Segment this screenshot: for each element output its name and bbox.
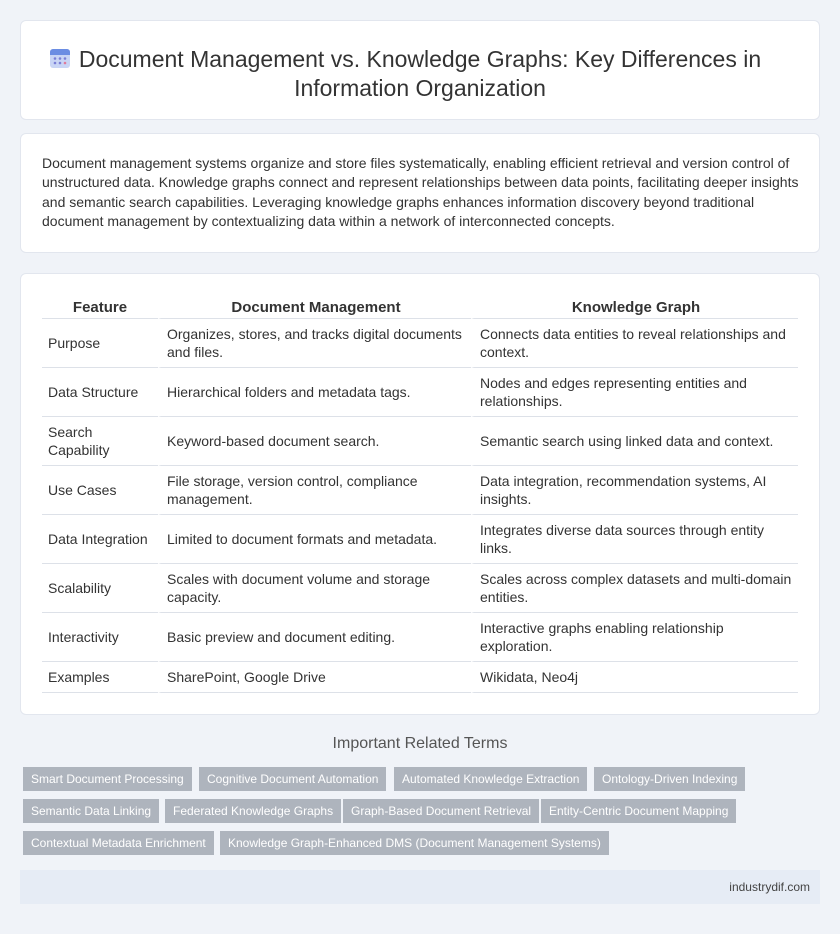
- document-management-cell: Scales with document volume and storage capacity.: [158, 564, 471, 613]
- feature-cell: Examples: [42, 662, 158, 693]
- document-management-cell: Keyword-based document search.: [158, 417, 471, 466]
- related-term-tag[interactable]: Automated Knowledge Extraction: [394, 767, 587, 791]
- comparison-table: [42, 296, 798, 693]
- table-row: [42, 613, 798, 662]
- knowledge-graph-cell: Scales across complex datasets and multi-domain entities.: [471, 564, 798, 613]
- related-terms-title: Important Related Terms: [332, 735, 508, 752]
- footer-site-link[interactable]: industrydif.com: [729, 880, 810, 894]
- knowledge-graph-cell: Data integration, recommendation systems, AI insights.: [471, 466, 798, 515]
- related-term-tag[interactable]: Knowledge Graph-Enhanced DMS (Document Management Systems): [220, 831, 609, 855]
- knowledge-graph-cell: Semantic search using linked data and context.: [471, 417, 798, 466]
- comparison-card: [20, 273, 820, 715]
- feature-cell: Purpose: [42, 319, 158, 368]
- related-term-tag[interactable]: Semantic Data Linking: [23, 799, 159, 823]
- header-knowledge-graph: Knowledge Graph: [471, 296, 798, 319]
- feature-cell: Use Cases: [42, 466, 158, 515]
- title-card: [20, 20, 820, 120]
- related-term-tag[interactable]: Graph-Based Document Retrieval: [343, 799, 539, 823]
- related-term-tag[interactable]: Ontology-Driven Indexing: [594, 767, 745, 791]
- feature-cell: Interactivity: [42, 613, 158, 662]
- table-row: [42, 466, 798, 515]
- page-title: Document Management vs. Knowledge Graphs: Key Differences in Information Organization: [78, 46, 762, 101]
- footer: [20, 870, 820, 904]
- intro-paragraph: Document management systems organize and store files systematically, enabling efficient retrieval and version control of unstructured data. Knowledge graphs connect and represent relationships between data points, facilitating deeper insights and semantic search capabilities. Leveraging knowledge graphs enhances information discovery beyond traditional document management by contextualizing data within a network of interconnected concepts.: [42, 155, 799, 230]
- related-term-tag[interactable]: Smart Document Processing: [23, 767, 192, 791]
- document-management-cell: SharePoint, Google Drive: [158, 662, 471, 693]
- document-management-cell: File storage, version control, compliance management.: [158, 466, 471, 515]
- related-term-tag[interactable]: Entity-Centric Document Mapping: [541, 799, 736, 823]
- table-row: [42, 417, 798, 466]
- related-term-tag[interactable]: Cognitive Document Automation: [199, 767, 386, 791]
- intro-card: [20, 133, 820, 253]
- knowledge-graph-cell: Integrates diverse data sources through entity links.: [471, 515, 798, 564]
- table-row: [42, 319, 798, 368]
- document-management-cell: Basic preview and document editing.: [158, 613, 471, 662]
- document-management-cell: Limited to document formats and metadata.: [158, 515, 471, 564]
- document-management-cell: Organizes, stores, and tracks digital documents and files.: [158, 319, 471, 368]
- knowledge-graph-cell: Nodes and edges representing entities and relationships.: [471, 368, 798, 417]
- feature-cell: Search Capability: [42, 417, 158, 466]
- knowledge-graph-cell: Interactive graphs enabling relationship exploration.: [471, 613, 798, 662]
- table-row: [42, 564, 798, 613]
- table-header-row: [42, 296, 798, 319]
- header-document-management: Document Management: [158, 296, 471, 319]
- header-feature: Feature: [42, 296, 158, 319]
- feature-cell: Data Structure: [42, 368, 158, 417]
- table-row: [42, 515, 798, 564]
- document-management-cell: Hierarchical folders and metadata tags.: [158, 368, 471, 417]
- table-row: [42, 368, 798, 417]
- feature-cell: Data Integration: [42, 515, 158, 564]
- table-row: [42, 662, 798, 693]
- related-term-tag[interactable]: Federated Knowledge Graphs: [165, 799, 341, 823]
- related-term-tag[interactable]: Contextual Metadata Enrichment: [23, 831, 214, 855]
- feature-cell: Scalability: [42, 564, 158, 613]
- knowledge-graph-cell: Connects data entities to reveal relationships and context.: [471, 319, 798, 368]
- knowledge-graph-cell: Wikidata, Neo4j: [471, 662, 798, 693]
